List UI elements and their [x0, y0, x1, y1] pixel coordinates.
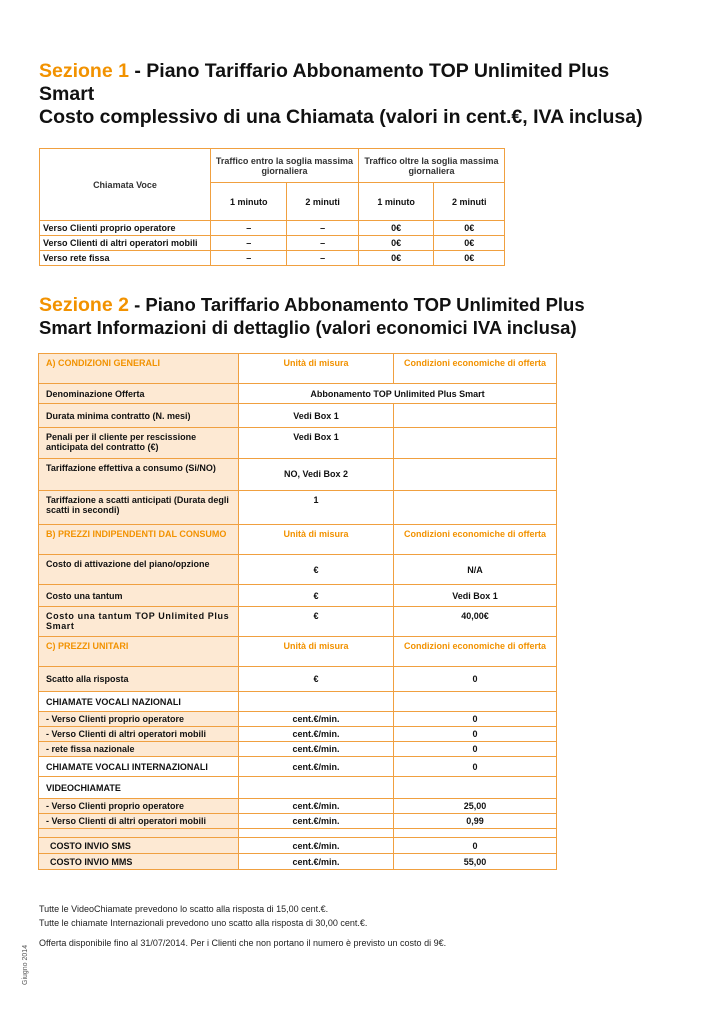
table-row — [39, 799, 557, 814]
row-value: Abbonamento TOP Unlimited Plus Smart — [239, 384, 557, 404]
row-value: Vedi Box 1 — [239, 428, 394, 459]
cell: 0€ — [434, 236, 505, 251]
row-label: CHIAMATE VOCALI NAZIONALI — [39, 692, 239, 712]
row-value: Vedi Box 1 — [239, 404, 394, 428]
empty-cell — [239, 777, 394, 799]
cell: – — [211, 221, 287, 236]
cell: – — [211, 251, 287, 266]
table-row — [39, 555, 557, 585]
row-unit: € — [239, 585, 394, 607]
section1-title-line2: Smart — [39, 83, 95, 105]
empty-cell — [394, 491, 557, 525]
row-unit: cent.€/min. — [239, 799, 394, 814]
table-row — [39, 727, 557, 742]
row-label: COSTO INVIO SMS — [39, 838, 239, 854]
row-unit: cent.€/min. — [239, 814, 394, 829]
row-label: Denominazione Offerta — [39, 384, 239, 404]
empty-cell — [394, 459, 557, 491]
table-row — [39, 838, 557, 854]
spacer-row — [39, 829, 557, 838]
cond-header: Condizioni economiche di offerta — [394, 354, 557, 384]
call-cost-table — [39, 148, 505, 266]
row-label: - Verso Clienti di altri operatori mobili — [39, 727, 239, 742]
sub-header: 1 minuto — [358, 183, 434, 221]
section1-subtitle: Costo complessivo di una Chiamata (valori in cent.€, IVA inclusa) — [39, 106, 643, 128]
section2-label: Sezione 2 — [39, 294, 129, 316]
empty-cell — [394, 428, 557, 459]
row-value: 0 — [394, 838, 557, 854]
table-row — [40, 236, 505, 251]
row-label: Verso Clienti proprio operatore — [40, 221, 211, 236]
empty-cell — [394, 829, 557, 838]
table-row — [39, 384, 557, 404]
row-unit: cent.€/min. — [239, 712, 394, 727]
sub-header: 2 minuti — [434, 183, 505, 221]
note-offer: Offerta disponibile fino al 31/07/2014. Per i Clienti che non portano il numero è previsto un costo di 9€. — [39, 938, 447, 948]
row-value: NO, Vedi Box 2 — [239, 459, 394, 491]
cell: – — [211, 236, 287, 251]
cell: 0€ — [358, 221, 434, 236]
row-unit: € — [239, 667, 394, 692]
table-row — [39, 607, 557, 637]
row-unit: cent.€/min. — [239, 854, 394, 870]
row-unit: € — [239, 555, 394, 585]
row-label: - rete fissa nazionale — [39, 742, 239, 757]
table-row — [39, 777, 557, 799]
row-unit: € — [239, 607, 394, 637]
table-row — [39, 585, 557, 607]
cell: 0€ — [434, 221, 505, 236]
row-label: CHIAMATE VOCALI INTERNAZIONALI — [39, 757, 239, 777]
row-value: 1 — [239, 491, 394, 525]
table-row — [39, 692, 557, 712]
date-label: Giugno 2014 — [22, 944, 29, 985]
row-label: Verso rete fissa — [40, 251, 211, 266]
table-row — [39, 742, 557, 757]
row-label: Tariffazione effettiva a consumo (Si/NO) — [39, 459, 239, 491]
row-label: Scatto alla risposta — [39, 667, 239, 692]
table-row — [40, 251, 505, 266]
row-value: 0 — [394, 727, 557, 742]
row-label: Costo una tantum — [39, 585, 239, 607]
cond-header: Condizioni economiche di offerta — [394, 525, 557, 555]
cond-header: Condizioni economiche di offerta — [394, 637, 557, 667]
group-beyond-header: Traffico oltre la soglia massima giornaliera — [358, 149, 504, 183]
row-label: Tariffazione a scatti anticipati (Durata degli scatti in secondi) — [39, 491, 239, 525]
row-label: Costo di attivazione del piano/opzione — [39, 555, 239, 585]
section1-title-line1: - Piano Tariffario Abbonamento TOP Unlimited Plus — [128, 60, 610, 82]
row-label: Durata minima contratto (N. mesi) — [39, 404, 239, 428]
row-value: 25,00 — [394, 799, 557, 814]
row-value: Vedi Box 1 — [394, 585, 557, 607]
sub-header: 2 minuti — [287, 183, 358, 221]
detail-table — [38, 353, 557, 870]
section1-title — [39, 60, 609, 83]
group-within-header: Traffico entro la soglia massima giornaliera — [211, 149, 359, 183]
section1-label: Sezione 1 — [39, 60, 129, 82]
table-row — [39, 814, 557, 829]
col-call-header: Chiamata Voce — [40, 149, 211, 221]
table-row — [40, 221, 505, 236]
row-label: Verso Clienti di altri operatori mobili — [40, 236, 211, 251]
section2-subtitle: Smart Informazioni di dettaglio (valori economici IVA inclusa) — [39, 317, 577, 338]
row-value: 0 — [394, 742, 557, 757]
row-value: 0,99 — [394, 814, 557, 829]
row-label: - Verso Clienti proprio operatore — [39, 712, 239, 727]
table-row — [39, 757, 557, 777]
row-label: Penali per il cliente per rescissione anticipata del contratto (€) — [39, 428, 239, 459]
row-label: - Verso Clienti proprio operatore — [39, 799, 239, 814]
table-row — [39, 712, 557, 727]
row-label: Costo una tantum TOP Unlimited Plus Smart — [39, 607, 239, 637]
empty-cell — [239, 692, 394, 712]
empty-cell — [394, 777, 557, 799]
table-row — [39, 428, 557, 459]
cell: – — [287, 221, 358, 236]
table-row — [39, 854, 557, 870]
table-row — [39, 491, 557, 525]
section-a-header: A) CONDIZIONI GENERALI — [39, 354, 239, 384]
row-label: COSTO INVIO MMS — [39, 854, 239, 870]
cell: – — [287, 251, 358, 266]
row-value: N/A — [394, 555, 557, 585]
empty-cell — [239, 829, 394, 838]
row-label: - Verso Clienti di altri operatori mobili — [39, 814, 239, 829]
row-value: 55,00 — [394, 854, 557, 870]
unit-header: Unità di misura — [239, 354, 394, 384]
cell: 0€ — [434, 251, 505, 266]
table-row — [39, 667, 557, 692]
empty-cell — [39, 829, 239, 838]
section-c-header: C) PREZZI UNITARI — [39, 637, 239, 667]
section2-title-line1: - Piano Tariffario Abbonamento TOP Unlimited Plus — [128, 294, 585, 315]
row-unit: cent.€/min. — [239, 727, 394, 742]
unit-header: Unità di misura — [239, 637, 394, 667]
row-value: 0 — [394, 757, 557, 777]
empty-cell — [394, 404, 557, 428]
sub-header: 1 minuto — [211, 183, 287, 221]
row-label: VIDEOCHIAMATE — [39, 777, 239, 799]
cell: 0€ — [358, 236, 434, 251]
cell: – — [287, 236, 358, 251]
note-international: Tutte le chiamate Internazionali prevedono uno scatto alla risposta di 30,00 cent.€. — [39, 918, 368, 928]
row-value: 0 — [394, 667, 557, 692]
unit-header: Unità di misura — [239, 525, 394, 555]
table-row — [39, 459, 557, 491]
cell: 0€ — [358, 251, 434, 266]
row-unit: cent.€/min. — [239, 838, 394, 854]
row-value: 0 — [394, 712, 557, 727]
row-unit: cent.€/min. — [239, 742, 394, 757]
row-unit: cent.€/min. — [239, 757, 394, 777]
row-value: 40,00€ — [394, 607, 557, 637]
section-b-header: B) PREZZI INDIPENDENTI DAL CONSUMO — [39, 525, 239, 555]
section2-title — [39, 293, 585, 317]
empty-cell — [394, 692, 557, 712]
note-videocalls: Tutte le VideoChiamate prevedono lo scatto alla risposta di 15,00 cent.€. — [39, 904, 329, 914]
table-row — [39, 404, 557, 428]
